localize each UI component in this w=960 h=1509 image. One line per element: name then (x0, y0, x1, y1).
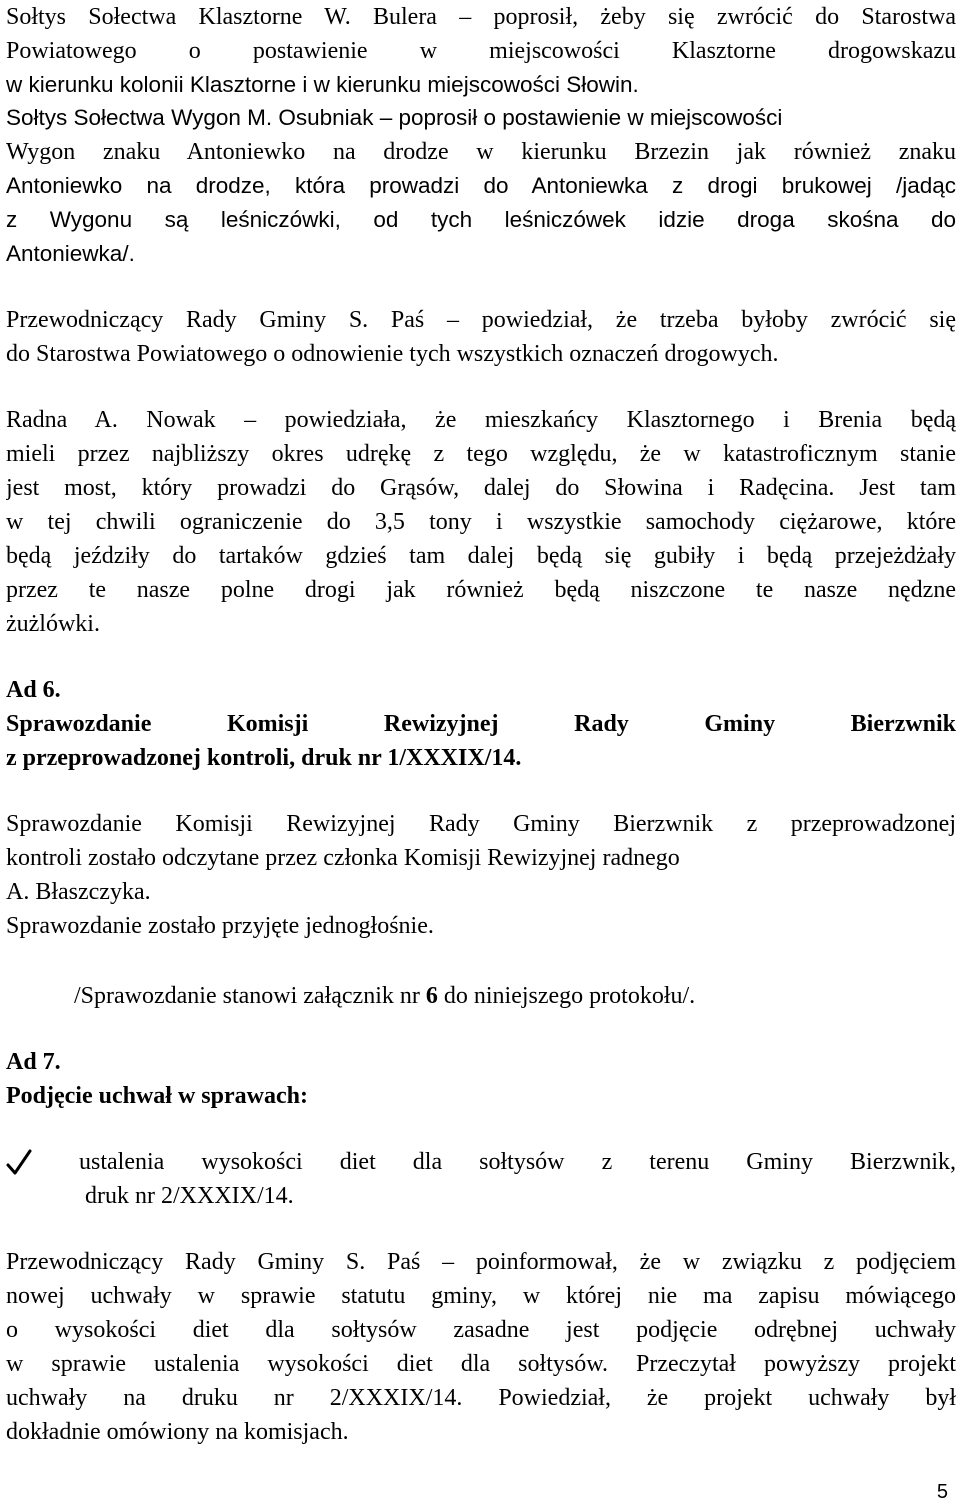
paragraph-1-line-3: w kierunku kolonii Klasztorne i w kierunku miejscowości Słowin. (6, 72, 639, 97)
page-number: 5 (936, 1481, 948, 1503)
ad6-label: Ad 6. (6, 677, 61, 703)
ad7-body-line-2: nowej uchwały w sprawie statutu gminy, w której nie ma zapisu mówiącego (6, 1283, 956, 1309)
ad7-body-line-4: w sprawie ustalenia wysokości diet dla sołtysów. Przeczytał powyższy projekt (6, 1351, 956, 1377)
paragraph-1-line-1: Sołtys Sołectwa Klasztorne W. Bulera – poprosił, żeby się zwrócić do Starostwa (6, 4, 956, 30)
ad7-body-line-6: dokładnie omówiony na komisjach. (6, 1419, 349, 1445)
ad6-heading-line-1: Sprawozdanie Komisji Rewizyjnej Rady Gminy Bierzwnik (6, 711, 956, 737)
ad6-body-line-2: kontroli zostało odczytane przez członka Komisji Rewizyjnej radnego (6, 845, 680, 871)
paragraph-4-line-6: przez te nasze polne drogi jak również będą niszczone te nasze nędzne (6, 577, 956, 603)
ad7-body-line-1: Przewodniczący Rady Gminy S. Paś – poinformował, że w związku z podjęciem (6, 1249, 956, 1275)
paragraph-4-line-2: mieli przez najbliższy okres udrękę z tego względu, że w katastroficznym stanie (6, 441, 956, 467)
paragraph-4-line-3: jest most, który prowadzi do Grąsów, dalej do Słowina i Radęcina. Jest tam (6, 475, 956, 501)
paragraph-1-line-2: Powiatowego o postawienie w miejscowości Klasztorne drogowskazu (6, 38, 956, 64)
paragraph-4-line-4: w tej chwili ograniczenie do 3,5 tony i wszystkie samochody ciężarowe, które (6, 509, 956, 535)
ad7-item-line-1: ustalenia wysokości diet dla sołtysów z terenu Gminy Bierzwnik, (79, 1149, 956, 1175)
ad6-body-line-4: Sprawozdanie zostało przyjęte jednogłośnie. (6, 913, 434, 939)
paragraph-2-line-4: z Wygonu są leśniczówki, od tych leśniczówek idzie droga skośna do (6, 207, 956, 232)
document-page (6, 0, 956, 1509)
ad6-attachment-after: do niniejszego protokołu/. (437, 983, 696, 1009)
ad7-heading: Podjęcie uchwał w sprawach: (6, 1083, 308, 1109)
ad7-body-line-3: o wysokości diet dla sołtysów zasadne jest podjęcie odrębnej uchwały (6, 1317, 956, 1343)
paragraph-2-line-1: Sołtys Sołectwa Wygon M. Osubniak – poprosił o postawienie w miejscowości (6, 105, 783, 130)
ad7-item-line-2: druk nr 2/XXXIX/14. (85, 1183, 294, 1209)
paragraph-4-line-1: Radna A. Nowak – powiedziała, że mieszkańcy Klasztornego i Brenia będą (6, 407, 956, 433)
paragraph-2-line-2: Wygon znaku Antoniewko na drodze w kierunku Brzezin jak również znaku (6, 139, 956, 165)
ad6-heading-line-2: z przeprowadzonej kontroli, druk nr 1/XXXIX/14. (6, 745, 522, 771)
paragraph-2-line-3: Antoniewko na drodze, która prowadzi do Antoniewka z drogi brukowej /jadąc (6, 173, 956, 198)
paragraph-3-line-2: do Starostwa Powiatowego o odnowienie tych wszystkich oznaczeń drogowych. (6, 341, 779, 367)
paragraph-4-line-7: żużlówki. (6, 611, 100, 637)
paragraph-3-line-1: Przewodniczący Rady Gminy S. Paś – powiedział, że trzeba byłoby zwrócić się (6, 307, 956, 333)
ad6-attachment-number: 6 (425, 983, 438, 1009)
ad6-body-line-3: A. Błaszczyka. (6, 879, 151, 905)
ad7-label: Ad 7. (6, 1049, 61, 1075)
ad6-body-line-1: Sprawozdanie Komisji Rewizyjnej Rady Gminy Bierzwnik z przeprowadzonej (6, 811, 956, 837)
ad7-body-line-5: uchwały na druku nr 2/XXXIX/14. Powiedział, że projekt uchwały był (6, 1385, 956, 1411)
paragraph-2-line-5: Antoniewka/. (6, 241, 135, 266)
ad6-attachment-note (74, 979, 956, 1013)
paragraph-4-line-5: będą jeździły do tartaków gdzieś tam dalej będą się gubiły i będą przejeżdżały (6, 543, 956, 569)
ad6-attachment-before: /Sprawozdanie stanowi załącznik nr (74, 983, 426, 1009)
checkmark-icon (6, 1148, 32, 1178)
